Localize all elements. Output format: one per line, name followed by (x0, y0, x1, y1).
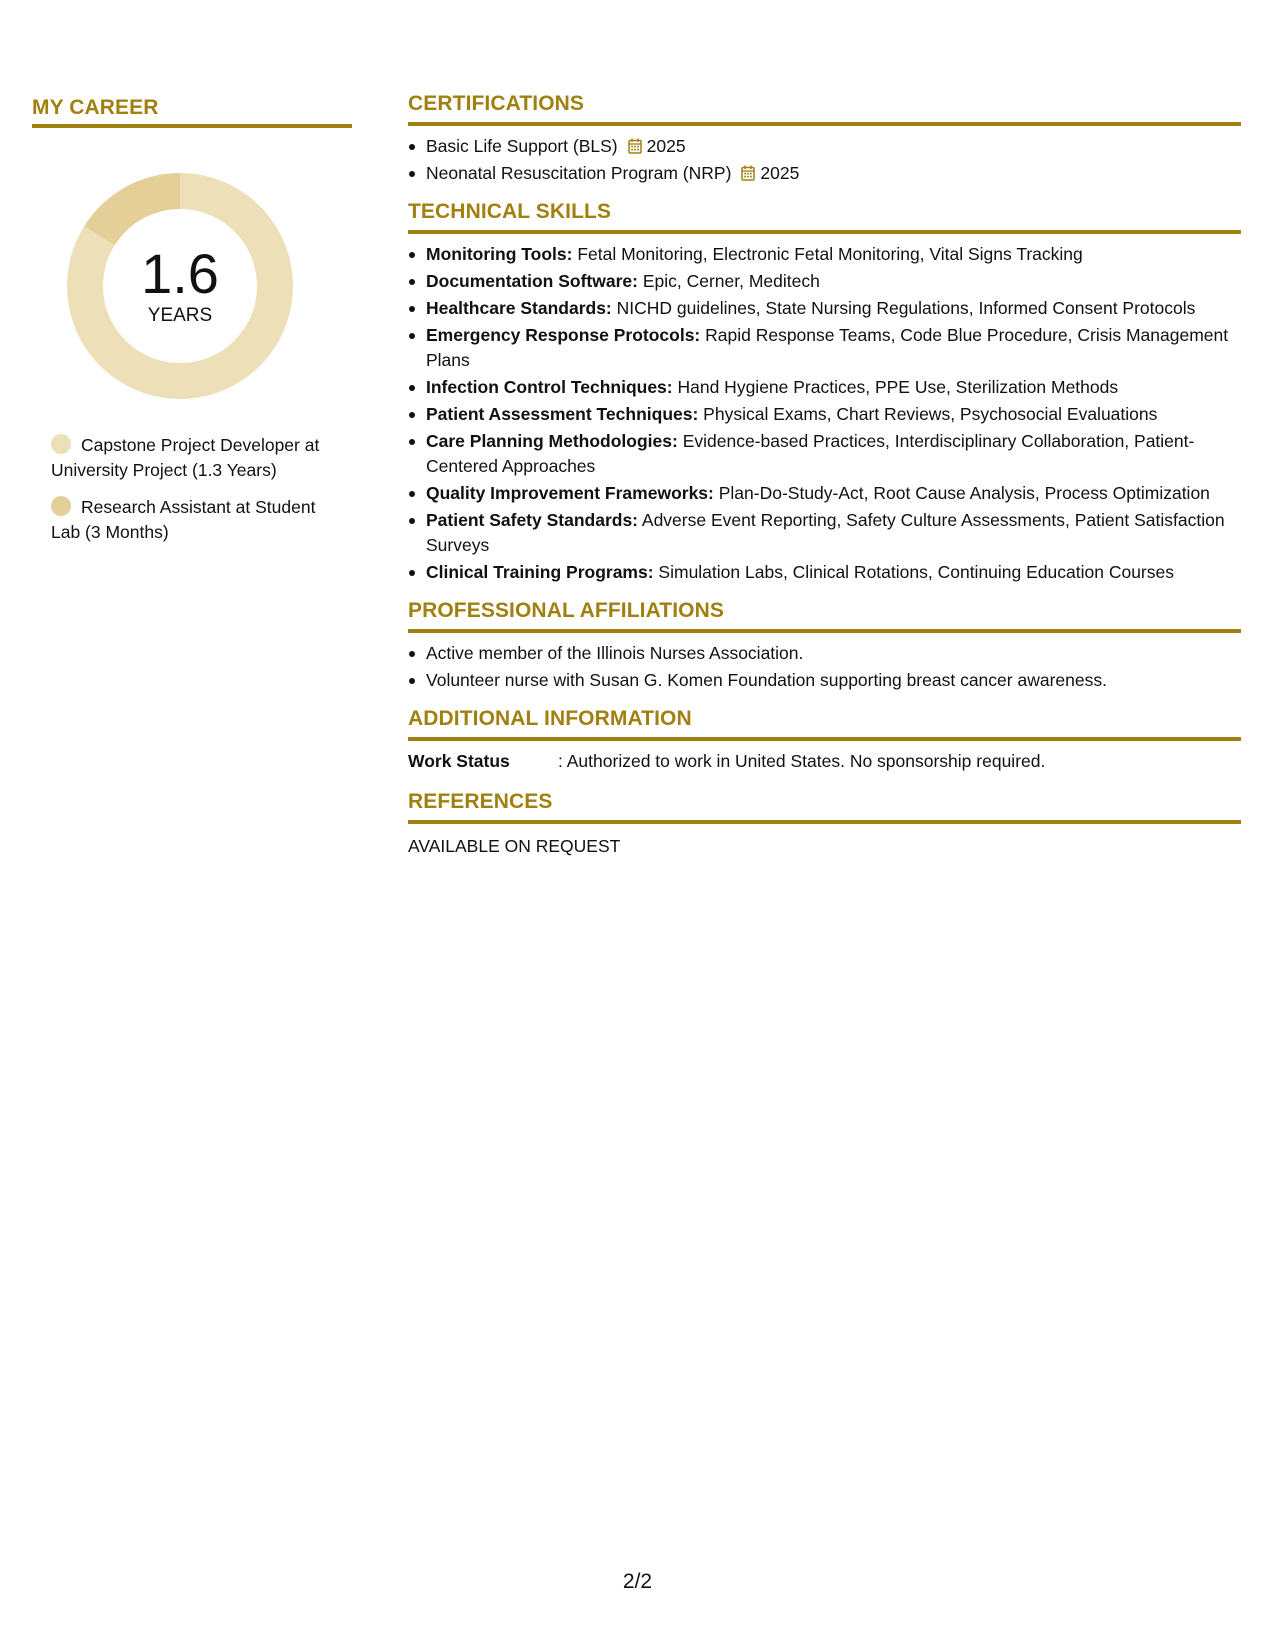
certification-name: Basic Life Support (BLS) (426, 136, 618, 156)
skill-label: Patient Assessment Techniques: (426, 404, 699, 424)
donut-total-unit: YEARS (147, 305, 213, 326)
skill-item (426, 375, 1241, 400)
certification-item (426, 161, 1241, 186)
calendar-icon (741, 165, 755, 181)
skills-list (408, 242, 1241, 585)
skill-label: Clinical Training Programs: (426, 562, 654, 582)
affiliations-list (408, 641, 1241, 693)
skill-item (426, 269, 1241, 294)
skill-label: Patient Safety Standards: (426, 510, 638, 530)
skill-text: NICHD guidelines, State Nursing Regulations, Informed Consent Protocols (611, 298, 1196, 318)
skill-item (426, 402, 1241, 427)
references-title: REFERENCES (408, 790, 1241, 824)
skill-item (426, 323, 1241, 373)
skill-label: Care Planning Methodologies: (426, 431, 678, 451)
skill-item (426, 429, 1241, 479)
calendar-icon (628, 138, 642, 154)
career-legend-item (51, 495, 331, 545)
skill-text: Plan-Do-Study-Act, Root Cause Analysis, Process Optimization (713, 483, 1210, 503)
skill-label: Documentation Software: (426, 271, 638, 291)
certification-year: 2025 (760, 163, 800, 183)
career-section (32, 96, 352, 557)
legend-label: Capstone Project Developer at University Project (1.3 Years) (51, 435, 320, 480)
skills-title: TECHNICAL SKILLS (408, 200, 1241, 234)
main-content (408, 92, 1241, 859)
career-donut-chart (65, 171, 295, 401)
references-text: AVAILABLE ON REQUEST (408, 836, 621, 856)
certifications-list (408, 134, 1241, 186)
career-legend (51, 433, 331, 545)
career-legend-item (51, 433, 331, 483)
legend-label: Research Assistant at Student Lab (3 Months) (51, 497, 316, 542)
affiliation-item: Active member of the Illinois Nurses Association. (426, 641, 1241, 666)
skill-item (426, 296, 1241, 321)
work-status-value: : Authorized to work in United States. No sponsorship required. (558, 751, 1046, 771)
skill-text: Epic, Cerner, Meditech (637, 271, 820, 291)
skill-label: Monitoring Tools: (426, 244, 573, 264)
skill-label: Healthcare Standards: (426, 298, 612, 318)
skill-item (426, 560, 1241, 585)
legend-dot (51, 434, 71, 454)
skill-text: Rapid Response Teams, Code Blue Procedure, Crisis Management Plans (426, 325, 1229, 370)
certifications-title: CERTIFICATIONS (408, 92, 1241, 126)
work-status-row (408, 749, 1241, 774)
skill-item (426, 242, 1241, 267)
certification-year: 2025 (646, 136, 686, 156)
donut-total-value: 1.6 (141, 242, 219, 305)
skill-item (426, 508, 1241, 558)
work-status-label: Work Status (408, 751, 510, 771)
skill-label: Infection Control Techniques: (426, 377, 673, 397)
skill-text: Adverse Event Reporting, Safety Culture Assessments, Patient Satisfaction Surveys (426, 510, 1225, 555)
skill-text: Physical Exams, Chart Reviews, Psychosocial Evaluations (698, 404, 1158, 424)
legend-dot (51, 496, 71, 516)
donut-center (65, 171, 295, 401)
skill-text: Fetal Monitoring, Electronic Fetal Monitoring, Vital Signs Tracking (572, 244, 1083, 264)
affiliation-item: Volunteer nurse with Susan G. Komen Foundation supporting breast cancer awareness. (426, 668, 1241, 693)
skill-text: Evidence-based Practices, Interdisciplinary Collaboration, Patient-Centered Approaches (426, 431, 1195, 476)
affiliations-title: PROFESSIONAL AFFILIATIONS (408, 599, 1241, 633)
certification-name: Neonatal Resuscitation Program (NRP) (426, 163, 732, 183)
additional-title: ADDITIONAL INFORMATION (408, 707, 1241, 741)
skill-item (426, 481, 1241, 506)
skill-text: Simulation Labs, Clinical Rotations, Continuing Education Courses (653, 562, 1174, 582)
page-number: 2/2 (622, 1570, 653, 1593)
skill-label: Quality Improvement Frameworks: (426, 483, 714, 503)
career-title: MY CAREER (32, 96, 352, 128)
skill-label: Emergency Response Protocols: (426, 325, 701, 345)
skill-text: Hand Hygiene Practices, PPE Use, Sterilization Methods (672, 377, 1119, 397)
certification-item (426, 134, 1241, 159)
